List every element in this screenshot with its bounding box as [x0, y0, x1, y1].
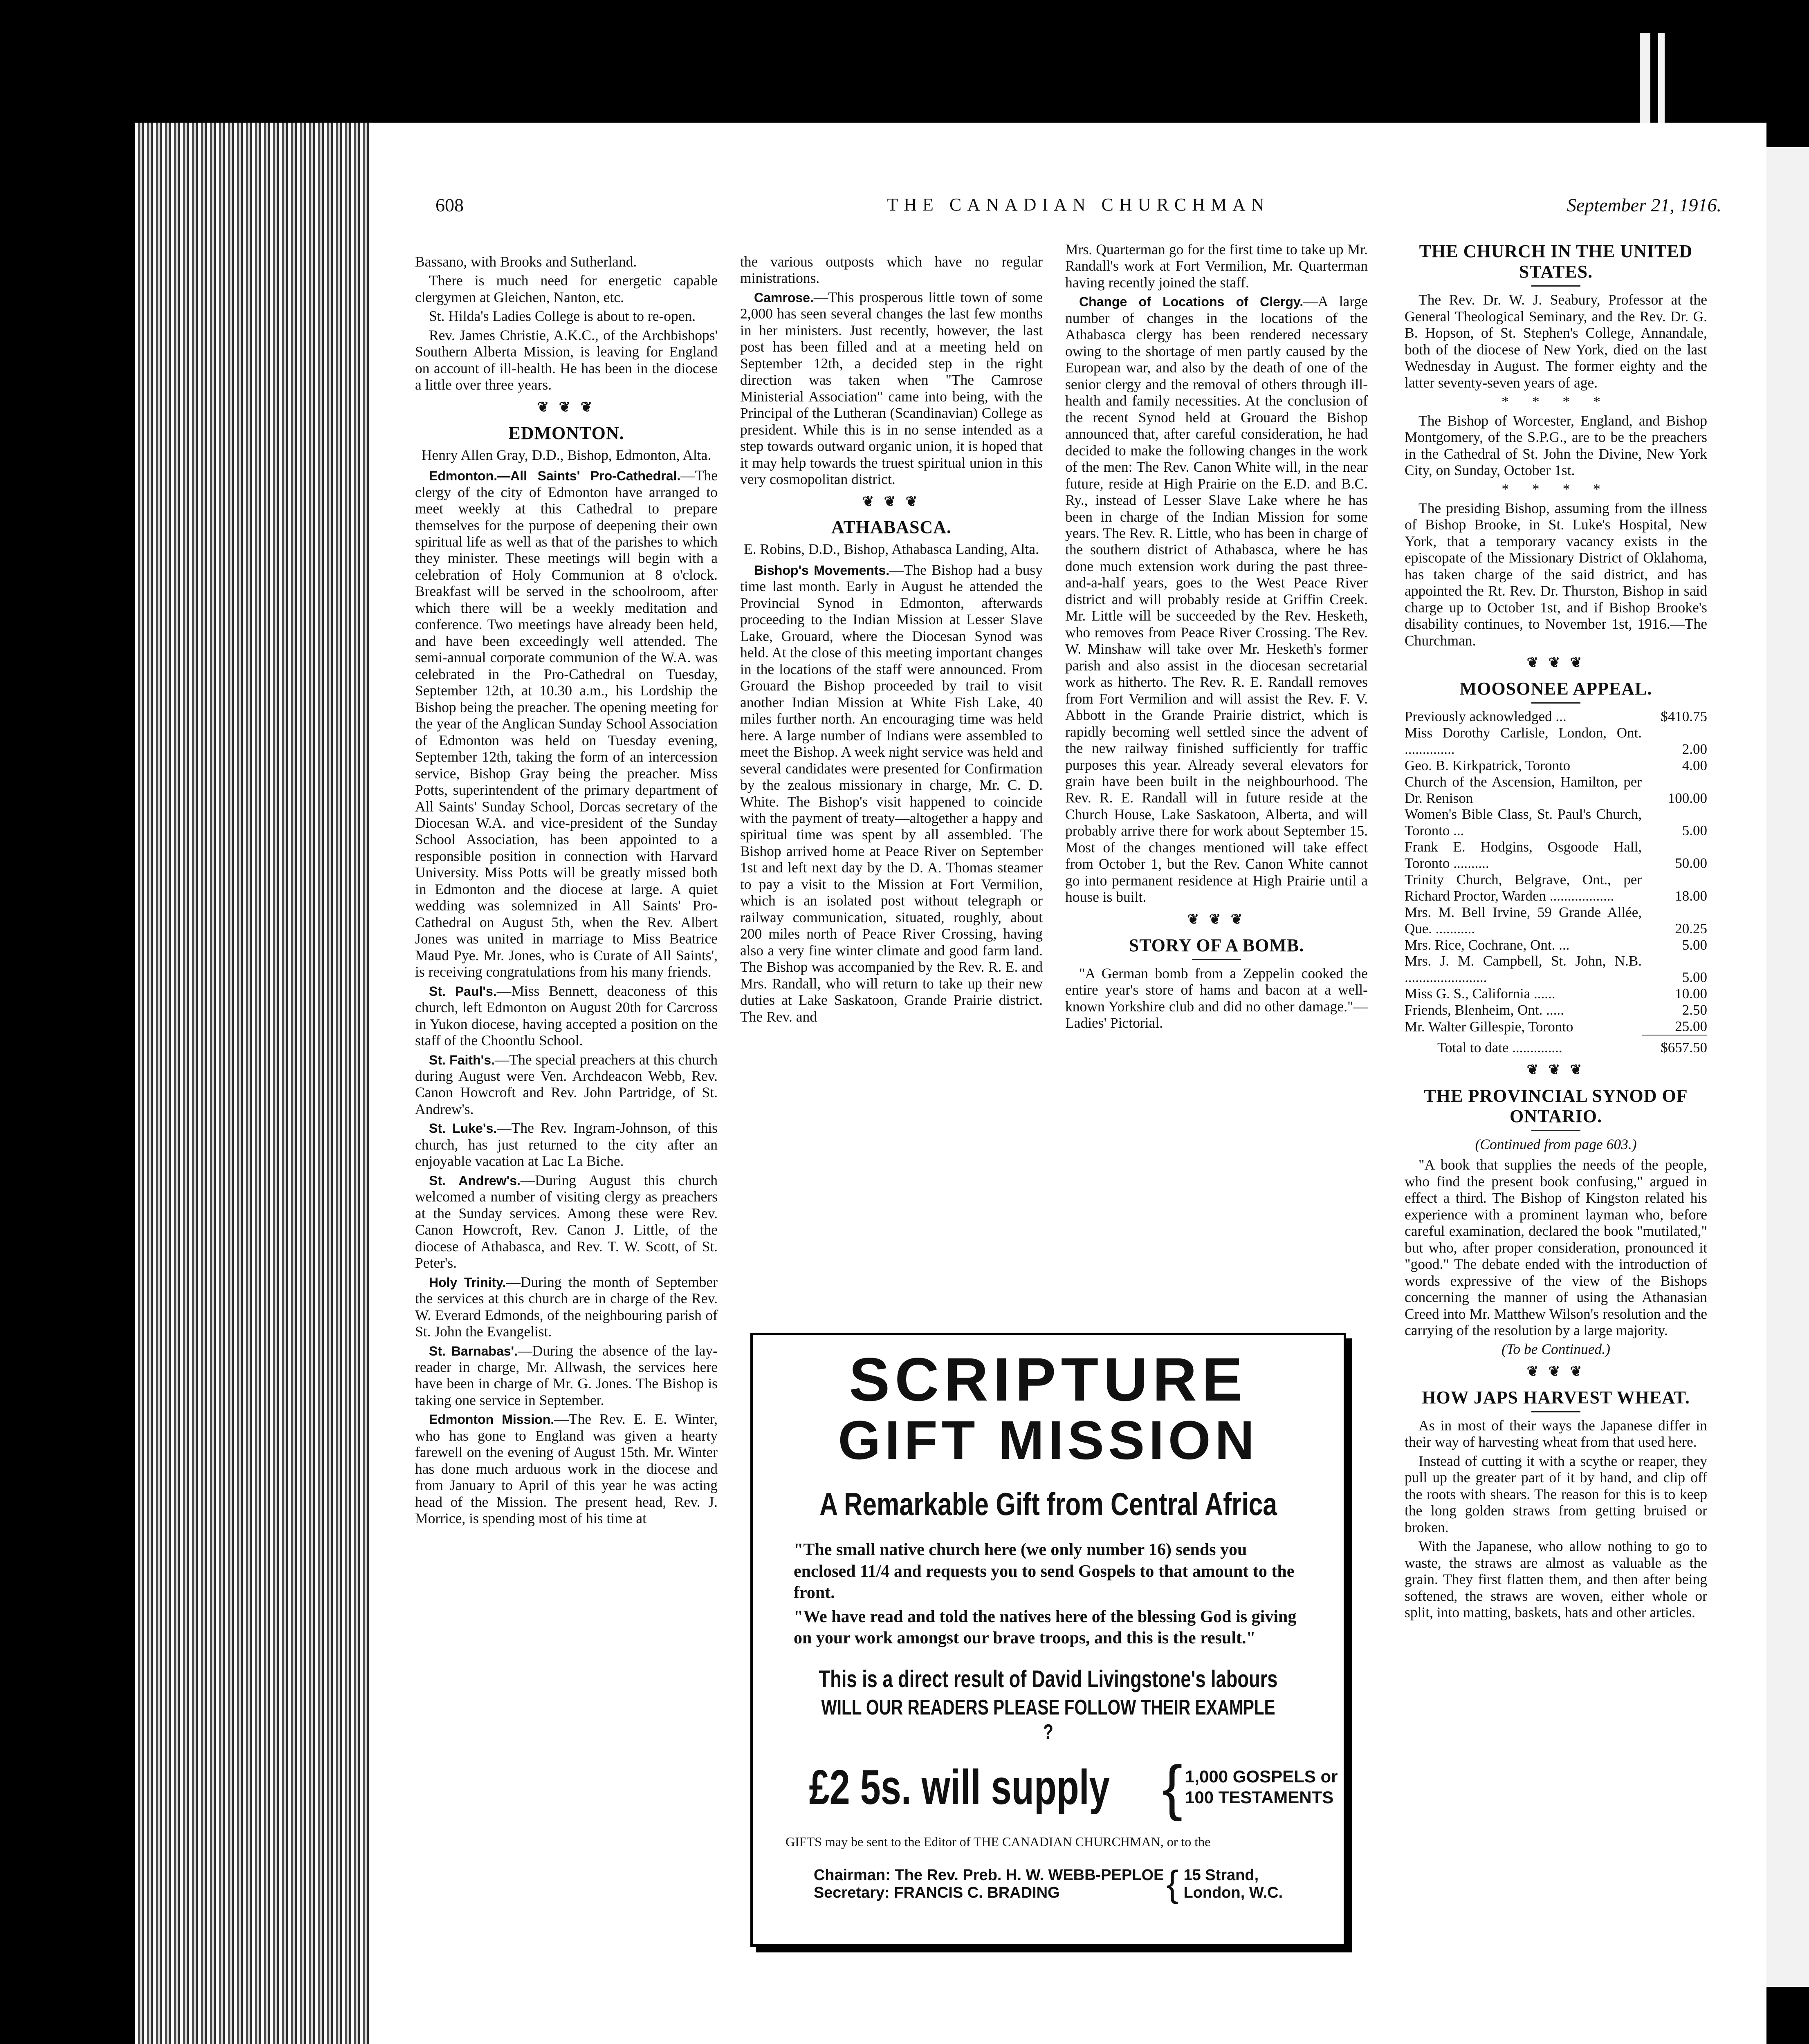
amount: 2.50 — [1682, 1002, 1707, 1018]
item — [415, 983, 718, 1049]
item-text: —This prosperous little town of some 2,000 has seen several changes the last few months in her ministers. Just recently, however, the last post has been filled and at a meeting held on September 12th, a decided step in the right direction was taken when "The Camrose Ministerial Association" came into being, with the Principal of the Lutheran (Scandinavian) College as president. While this is in no sense intended as a step towards outward organic union, it is hoped that it may help towards the truest spiritual union in this very cosmopolitan district. — [740, 289, 1043, 488]
ad-supply — [1185, 1766, 1338, 1808]
amount: 4.00 — [1682, 757, 1707, 773]
amount: 10.00 — [1675, 986, 1707, 1002]
paragraph: the various outposts which have no regular ministrations. — [740, 253, 1043, 287]
item-text: —The special preachers at this church during August were Ven. Archdeacon Webb, Rev. Canon Howcroft and Rev. John Partridge, of St. Andrew's. — [415, 1051, 718, 1117]
appeal-row — [1405, 806, 1707, 839]
donor: Previously acknowledged ... — [1405, 708, 1567, 725]
appeal-row — [1405, 937, 1707, 953]
ornament: ❦ ❦ ❦ — [537, 399, 596, 415]
donor: Mrs. Rice, Cochrane, Ont. ... — [1405, 937, 1570, 953]
item-text: —During the absence of the lay-reader in charge, Mr. Allwash, the services here have been in charge of Mr. G. Jones. The Bishop is taking one service in September. — [415, 1342, 718, 1408]
item — [1065, 293, 1368, 905]
amount: 5.00 — [1682, 969, 1707, 986]
ad-supply-2: 100 TESTAMENTS — [1185, 1787, 1334, 1807]
amount: 100.00 — [1668, 790, 1707, 806]
section-heading: ATHABASCA. — [831, 517, 952, 538]
paragraph: Mrs. Quarterman go for the first time to take up Mr. Randall's work at Fort Vermilion, Mr. Quarterman having recently joined the staff. — [1065, 241, 1368, 291]
donor: Friends, Blenheim, Ont. ..... — [1405, 1002, 1564, 1018]
item-text: —Miss Bennett, deaconess of this church, left Edmonton on August 20th for Carcross in Yukon diocese, having accepted a position on the staff of the Choontlu School. — [415, 982, 718, 1049]
donor: Miss Dorothy Carlisle, London, Ont. .............. — [1405, 724, 1642, 757]
item-text: —A large number of changes in the locations of the Athabasca clergy has been rendered necessary owing to the shortage of men partly caused by the European war, and also by the death of one of the senior clergy and the removal of others through ill-health and family necessities. At the conclusion of the recent Synod held at Grouard the Bishop announced that, after careful consideration, he had decided to make the following changes in the work of the men: The Rev. Canon White will, in the near future, reside at High Prairie on the E.D. and B.C. Ry., instead of Lesser Slave Lake where he has been in charge of the Indian Mission for some years. The Rev. R. Little, who has been in charge of the southern district of Athabasca, where he has done much extension work during the past three-and-a-half years, goes to the West Peace River district and will probably reside at Griffin Creek. Mr. Little will be succeeded by the Rev. Hesketh, who removes from Peace River Crossing. The Rev. W. Minshaw will take over Mr. Hesketh's former parish and also assist in the diocesan secretarial work as hitherto. The Rev. R. E. Randall removes from Fort Vermilion and will assist the Rev. F. V. Abbott in the Grande Prairie district, which is rapidly becoming well settled since the advent of the new railway finished sufficiently for traffic purposes this year. Already several elevators for grain have been built in the neighbourhood. The Rev. R. E. Randall will in future reside at the Church House, Lake Saskatoon, Alberta, and will probably arrive there for work about September 15. Most of the changes mentioned will take effect from October 1, but the Rev. Canon White cannot go into permanent residence at High Prairie until a house is built. — [1065, 293, 1368, 905]
paragraph: St. Hilda's Ladies College is about to re-open. — [429, 308, 696, 325]
divider — [1531, 285, 1580, 287]
column-4 — [1405, 241, 1707, 1623]
item-lead: St. Barnabas'. — [429, 1343, 518, 1358]
paragraph: There is much need for energetic capable clergymen at Gleichen, Nanton, etc. — [415, 272, 718, 305]
ad-chairman: Chairman: The Rev. Preb. H. W. WEBB-PEPLOE — [813, 1866, 1164, 1884]
amount: 2.00 — [1682, 741, 1707, 757]
donor: Women's Bible Class, St. Paul's Church, Toronto ... — [1405, 806, 1642, 839]
paragraph: With the Japanese, who allow nothing to go to waste, the straws are almost as valuable as the grain. They first flatten them, and then after being softened, the straws are woven, either whole or split, into matting, baskets, hats and other articles. — [1405, 1538, 1707, 1620]
item-lead: St. Faith's. — [429, 1052, 495, 1067]
item — [415, 1342, 718, 1409]
ad-address-2: London, W.C. — [1183, 1884, 1283, 1901]
appeal-row — [1405, 953, 1707, 986]
item-lead: Change of Locations of Clergy. — [1079, 294, 1304, 309]
appeal-row — [1405, 725, 1707, 758]
separator-stars: * * * * — [1502, 481, 1610, 498]
continued-note: (Continued from page 603.) — [1475, 1136, 1637, 1152]
ad-callout: This is a direct result of David Livingstone's labours — [819, 1665, 1278, 1692]
item — [415, 1274, 718, 1340]
amount: 5.00 — [1682, 937, 1707, 953]
item — [415, 1172, 718, 1271]
item — [415, 467, 718, 980]
newspaper-page — [370, 123, 1766, 2044]
donor: Church of the Ascension, Hamilton, per Dr. Renison — [1405, 773, 1642, 806]
item-lead: Holy Trinity. — [429, 1275, 506, 1290]
amount: 18.00 — [1675, 888, 1707, 904]
paragraph: As in most of their ways the Japanese differ in their way of harvesting wheat from that used here. — [1405, 1417, 1707, 1450]
divider — [1192, 959, 1241, 960]
ad-address — [1183, 1867, 1283, 1902]
column-1 — [415, 253, 718, 1529]
appeal-total-row — [1405, 1035, 1707, 1056]
item — [740, 562, 1043, 1025]
donor: Mrs. J. M. Campbell, St. John, N.B. ....................... — [1405, 953, 1642, 986]
item — [415, 1051, 718, 1118]
donor: Mr. Walter Gillespie, Toronto — [1405, 1018, 1573, 1035]
ad-officers — [814, 1867, 1164, 1902]
divider — [1531, 1130, 1580, 1131]
paragraph: The presiding Bishop, assuming from the illness of Bishop Brooke, in St. Luke's Hospital, New York, that a temporary vacancy exists in the episcopate of the Missionary District of Oklahoma, has taken charge of the said district, and has appointed the Rt. Rev. Dr. Thurston, Bishop in said charge up to October 1st, and if Bishop Brooke's disability continues, to November 1st, 1916.—The Churchman. — [1405, 500, 1707, 649]
ornament: ❦ ❦ ❦ — [1526, 655, 1585, 671]
ad-gifts-note: GIFTS may be sent to the Editor of THE CANADIAN CHURCHMAN, or to the — [786, 1834, 1211, 1849]
amount: 20.25 — [1675, 920, 1707, 937]
donor: Geo. B. Kirkpatrick, Toronto — [1405, 757, 1571, 773]
item — [415, 1411, 718, 1526]
item — [740, 289, 1043, 488]
paragraph: Bassano, with Brooks and Sutherland. — [415, 253, 637, 270]
item-text: —The Rev. Ingram-Johnson, of this church, has just returned to the city after an enjoyable vacation at Lac La Biche. — [415, 1120, 718, 1170]
section-heading: THE CHURCH IN THE UNITED STATES. — [1419, 241, 1693, 282]
item-lead: St. Paul's. — [429, 984, 497, 999]
ad-quote: "We have read and told the natives here of the blessing God is giving on your work amongst our brave troops, and this is the result." — [794, 1607, 1297, 1648]
ad-price: £2 5s. will supply — [809, 1759, 1110, 1815]
paragraph: Instead of cutting it with a scythe or reaper, they pull up the greater part of it by hand, and clip off the roots with shears. The reason for this is to keep the long golden straws from getting bruised or broken. — [1405, 1452, 1707, 1535]
section-heading: EDMONTON. — [508, 423, 624, 443]
paragraph: The Rev. Dr. W. J. Seabury, Professor at the General Theological Seminary, and the Rev. Dr. G. B. Hopson, of St. Stephen's College, Annandale, both of the diocese of New York, died on the last Wednesday in August. The former eighty and the latter seventy-seven years of age. — [1405, 291, 1707, 391]
appeal-row — [1405, 1002, 1707, 1018]
paragraph: Rev. James Christie, A.K.C., of the Archbishops' Southern Alberta Mission, is leaving for England on account of ill-health. He has been in the diocese a little over three years. — [415, 327, 718, 393]
amount: 5.00 — [1682, 823, 1707, 839]
ad-headline-2: GIFT MISSION — [838, 1410, 1259, 1471]
item — [415, 1120, 718, 1169]
donor: Trinity Church, Belgrave, Ont., per Richard Proctor, Warden .................. — [1405, 871, 1642, 904]
ad-subheadline: A Remarkable Gift from Central Africa — [819, 1486, 1277, 1522]
ad-quote: "The small native church here (we only number 16) sends you enclosed 11/4 and requests you to send Gospels to that amount to the front. — [794, 1540, 1295, 1602]
ad-supply-1: 1,000 GOSPELS or — [1185, 1767, 1338, 1786]
appeal-row — [1405, 1018, 1707, 1035]
page-header — [435, 194, 1721, 223]
book-gutter — [135, 123, 380, 2044]
to-be-continued: (To be Continued.) — [1502, 1341, 1610, 1358]
paragraph: The Bishop of Worcester, England, and Bishop Montgomery, of the S.P.G., are to be the preachers in the Cathedral of St. John the Divine, New York City, on Sunday, October 1st. — [1405, 412, 1707, 478]
brace-icon: { — [1162, 1753, 1183, 1822]
ad-callout-2: WILL OUR READERS PLEASE FOLLOW THEIR EXAMPLE ? — [821, 1695, 1275, 1744]
item-lead: Camrose. — [754, 290, 814, 305]
ornament: ❦ ❦ ❦ — [1187, 912, 1246, 927]
separator-stars: * * * * — [1502, 393, 1610, 410]
appeal-row — [1405, 708, 1707, 725]
section-heading: THE PROVINCIAL SYNOD OF ONTARIO. — [1424, 1085, 1688, 1126]
divider — [1531, 1411, 1580, 1412]
item-text: —The Rev. E. E. Winter, who has gone to England was given a hearty farewell on the evening of August 15th. Mr. Winter has done much arduous work in the diocese and from January to April of this year he was acting head of the Mission. The present head, Rev. J. Morrice, is spending most of his time at — [415, 1411, 718, 1527]
section-heading: STORY OF A BOMB. — [1129, 935, 1304, 955]
bishop-line: Henry Allen Gray, D.D., Bishop, Edmonton, Alta. — [421, 446, 711, 463]
section-heading: MOOSONEE APPEAL. — [1459, 678, 1652, 699]
item-lead: St. Andrew's. — [429, 1173, 521, 1188]
ornament: ❦ ❦ ❦ — [862, 494, 921, 509]
ad-address-1: 15 Strand, — [1183, 1866, 1259, 1884]
donor: Miss G. S., California ...... — [1405, 986, 1555, 1002]
item-lead: Edmonton.—All Saints' Pro-Cathedral. — [429, 468, 681, 484]
ad-headline: SCRIPTURE — [849, 1345, 1248, 1414]
amount: 50.00 — [1675, 855, 1707, 872]
scripture-gift-mission-ad — [750, 1333, 1346, 1947]
ad-price-row — [753, 1753, 1344, 1822]
page-number: 608 — [435, 195, 464, 215]
appeal-row — [1405, 872, 1707, 904]
item-text: —The clergy of the city of Edmonton have arranged to meet weekly at this Cathedral to prepare themselves for the purpose of deepening their own spiritual life as well as that of the parishes to which they minister. These meetings will begin with a celebration of Holy Communion at 8 o'clock. Breakfast will be served in the schoolroom, after which there will be a weekly meditation and conference. Two meetings have already been held, and have been exceedingly well attended. The semi-annual corporate communion of the W.A. was celebrated in the Pro-Cathedral on Tuesday, September 12th, at 10.30 a.m., his Lordship the Bishop being the preacher. The opening meeting for the year of the Anglican Sunday School Association of Edmonton was held on Tuesday evening, September 12th, taking the form of an intercession service, Bishop Gray being the preacher. Miss Potts, superintendent of the primary department of All Saints' Sunday School, Dorcas secretary of the Diocesan W.A. and vice-president of the Sunday School Association, has been appointed to a responsible position in connection with Harvard University. Miss Potts will be greatly missed both in Edmonton and the diocese at large. A quiet wedding was solemnized in All Saints' Pro-Cathedral on August 5th, when the Rev. Albert Jones was united in marriage to Miss Beatrice Maud Pye. Mr. Jones, who is Curate of All Saints', is receiving congratulations from his many friends. — [415, 467, 718, 980]
total-label: Total to date .............. — [1437, 1039, 1562, 1056]
section-heading: HOW JAPS HARVEST WHEAT. — [1422, 1387, 1690, 1407]
next-page-edge — [1766, 147, 1809, 1987]
appeal-row — [1405, 986, 1707, 1002]
item-lead: Edmonton Mission. — [429, 1412, 554, 1427]
appeal-row — [1405, 839, 1707, 872]
bishop-line: E. Robins, D.D., Bishop, Athabasca Landing, Alta. — [744, 541, 1039, 558]
appeal-row — [1405, 774, 1707, 807]
ornament: ❦ ❦ ❦ — [1526, 1364, 1585, 1379]
column-3 — [1065, 241, 1368, 1034]
brace-icon: { — [1166, 1863, 1179, 1905]
paragraph: "A book that supplies the needs of the people, who find the present book confusing," argued in effect a third. The Bishop of Kingston related his experience with a prominent layman who, before careful examination, declared the book "mutilated," but who, after proper consideration, pronounced it "good." The debate ended with the introduction of words expressive of the view of the Bishops concerning the manner of using the Athanasian Creed into Mr. Matthew Wilson's resolution and the carrying of the resolution by a large majority. — [1405, 1156, 1707, 1338]
ad-contacts — [753, 1863, 1344, 1905]
publication-title: THE CANADIAN CHURCHMAN — [887, 195, 1270, 215]
item-lead: St. Luke's. — [429, 1121, 497, 1136]
donor: Mrs. M. Bell Irvine, 59 Grande Allée, Que. ........... — [1405, 904, 1642, 937]
appeal-table — [1405, 708, 1707, 1056]
item-text: —During the month of September the services at this church are in charge of the Rev. W. Everard Edmonds, of the neighbouring parish of St. John the Evangelist. — [415, 1273, 718, 1340]
item-text: —The Bishop had a busy time last month. Early in August he attended the Provincial Synod in Edmonton, afterwards proceeding to the Indian Mission at Lesser Slave Lake, Grouard, where the Diocesan Synod was held. At the close of this meeting important changes in the locations of the staff were announced. From Grouard the Bishop proceeded by trail to visit another Indian Mission at White Fish Lake, 40 miles further north. An encouraging time was held here. A large number of Indians were assembled to meet the Bishop. A week night service was held and several candidates were presented for Confirmation by the zealous missionary in charge, Mr. C. D. White. The Bishop's visit happened to coincide with the payment of treaty—altogether a happy and spiritual time was spent by all assembled. The Bishop arrived home at Peace River on September 1st and left next day by the D. A. Thomas steamer to pay a visit to the Mission at Fort Vermilion, which is an isolated post without telegraph or railway communication, situated, roughly, about 200 miles north of Peace River Crossing, having also a very fine winter climate and good farm land. The Bishop was accompanied by the Rev. R. E. and Mrs. Randall, who will return to take up their new duties at Lake Saskatoon, Grande Prairie district. The Rev. and — [740, 561, 1043, 1025]
appeal-row — [1405, 758, 1707, 774]
appeal-row — [1405, 904, 1707, 937]
ornament: ❦ ❦ ❦ — [1526, 1062, 1585, 1078]
amount: $410.75 — [1661, 708, 1707, 725]
total-amount: $657.50 — [1642, 1035, 1707, 1056]
item-lead: Bishop's Movements. — [754, 563, 890, 578]
divider — [1531, 702, 1580, 704]
amount: 25.00 — [1675, 1018, 1707, 1034]
issue-date: September 21, 1916. — [1567, 195, 1721, 215]
donor: Frank E. Hodgins, Osgoode Hall, Toronto .......... — [1405, 839, 1642, 872]
column-2 — [740, 253, 1043, 1027]
paragraph: "A German bomb from a Zeppelin cooked the entire year's store of hams and bacon at a well-known Yorkshire club and did no other damage."—Ladies' Pictorial. — [1065, 965, 1368, 1031]
ad-secretary: Secretary: FRANCIS C. BRADING — [813, 1884, 1060, 1901]
item-text: —During August this church welcomed a number of visiting clergy as preachers at the Sunday services. Among these were Rev. Canon Howcroft, Rev. Canon J. Little, of the diocese of Athabasca, and Rev. T. W. Scott, of St. Peter's. — [415, 1172, 718, 1271]
